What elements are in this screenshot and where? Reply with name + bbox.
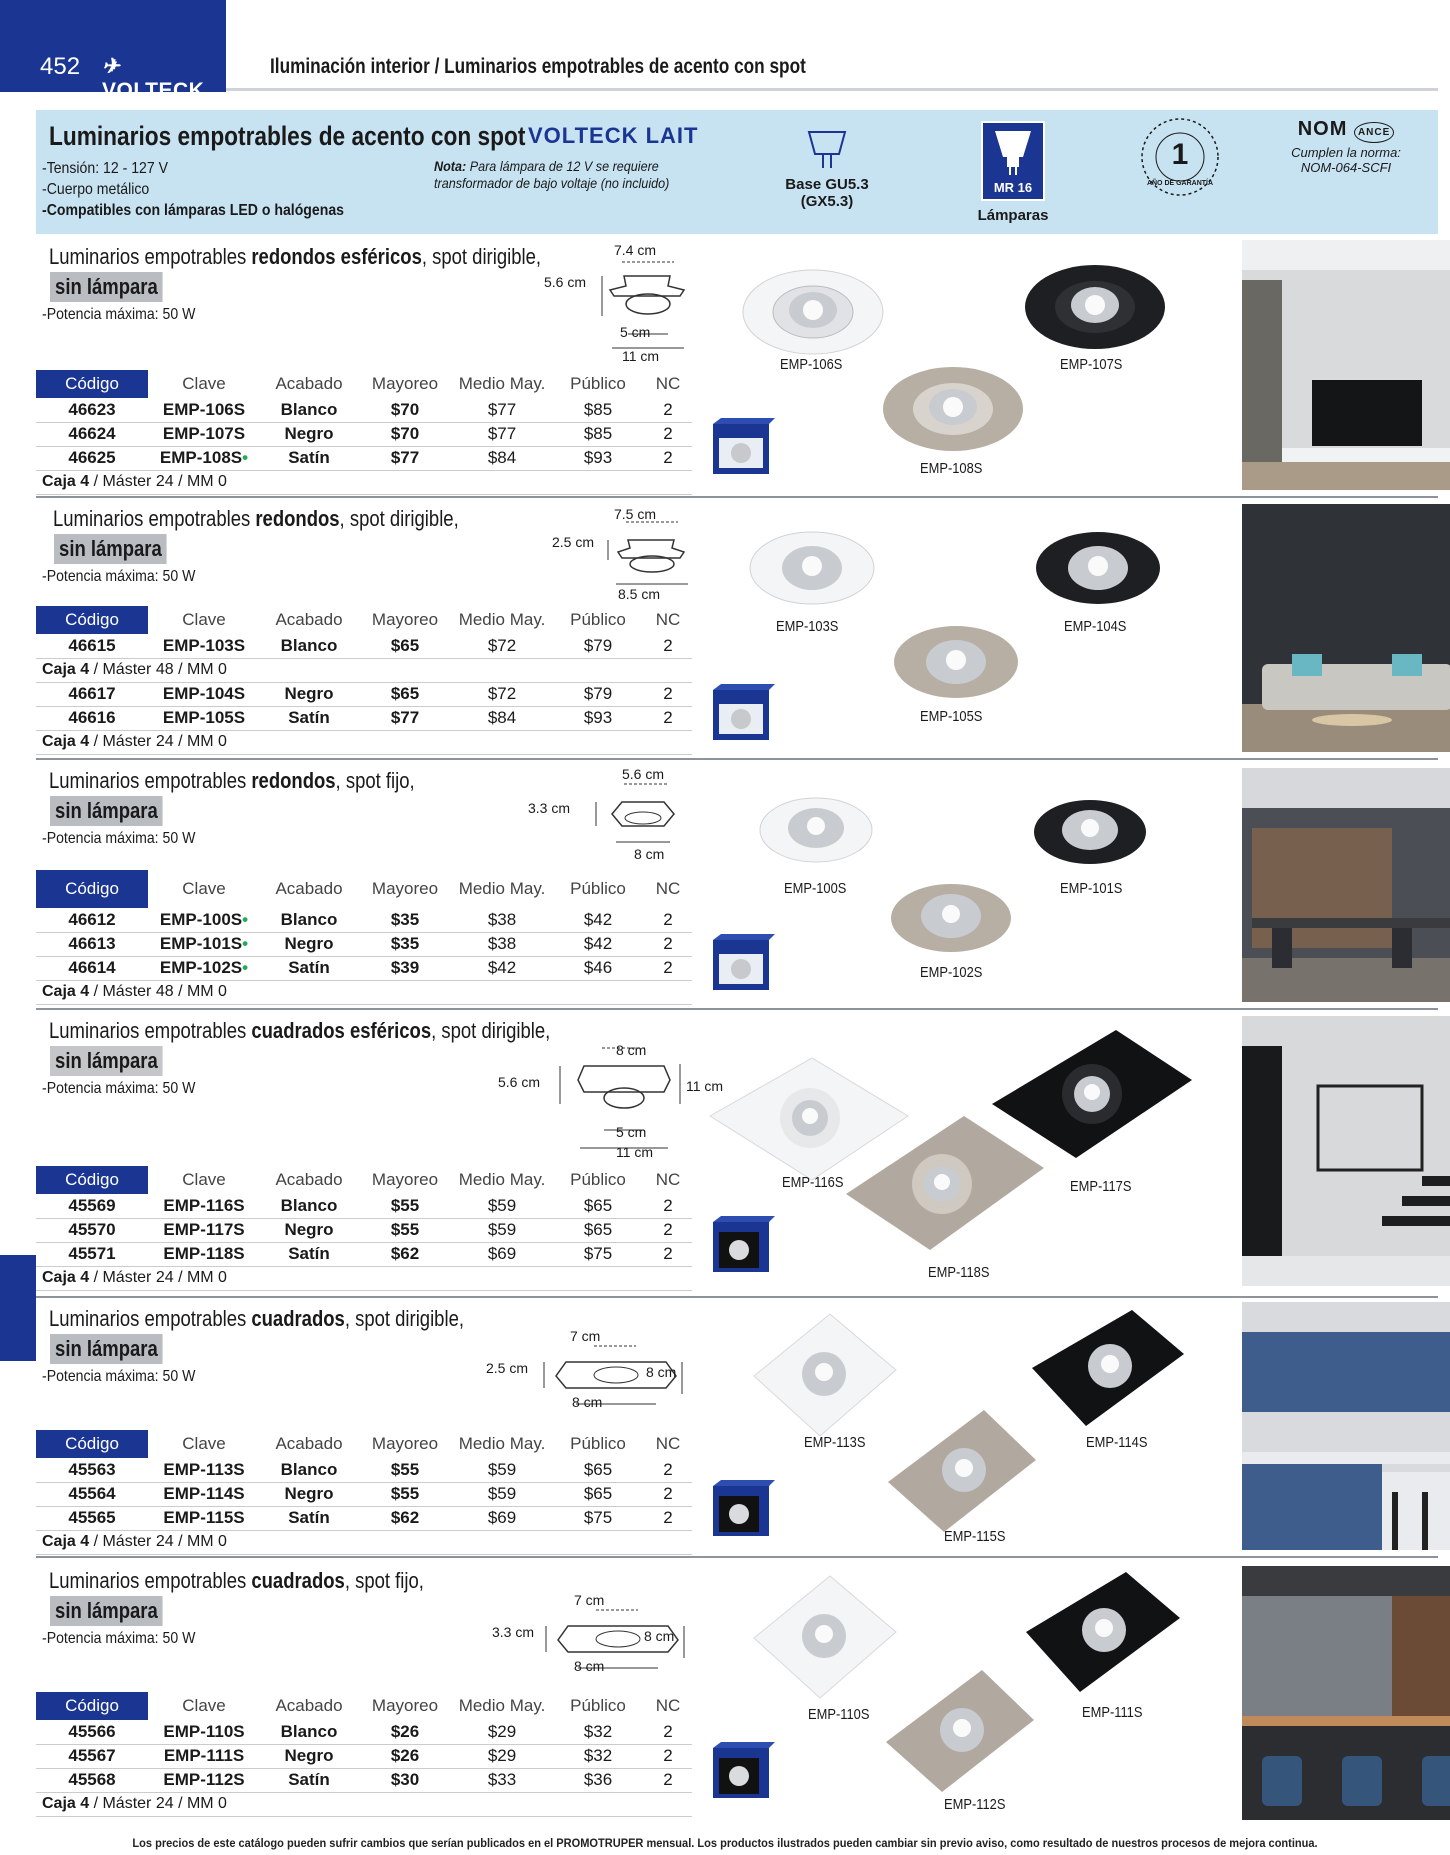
section-title: Luminarios empotrables redondos, spot fijo, [49, 768, 415, 793]
tag-sin-lampara: sin lámpara [50, 1334, 163, 1364]
room-photo-living-tv [1242, 240, 1450, 490]
fixture-black-square-image [1022, 1568, 1184, 1698]
packaging-row: Caja 4 / Máster 24 / MM 0 [36, 1266, 692, 1290]
tag-sin-lampara: sin lámpara [50, 1596, 163, 1626]
fixture-satin-round-image [888, 620, 1024, 704]
lamp-label: Lámparas [977, 207, 1049, 224]
section-square-fixed [36, 1562, 1438, 1830]
fixture-white-round-image [738, 262, 888, 362]
warranty-text: AÑO DE GARANTÍA [1146, 180, 1214, 187]
price-table: Código Clave Acabado Mayoreo Medio May. Público NC 45569 EMP-116S Blanco $55 $59 $65 2 45570 EMP-117S Negro $55 $59 $65 2 45571 EMP-118S Satín $62 $69 $75 2 Caja 4 / Máster 24 / MM 0 [36, 1166, 692, 1291]
dim-label: 8 cm [574, 1658, 605, 1674]
product-box-image [711, 932, 775, 994]
fixture-label: EMP-100S [784, 880, 847, 897]
table-row: 46613 EMP-101S• Negro $35 $38 $42 2 [36, 932, 692, 956]
price-table: Código Clave Acabado Mayoreo Medio May. Público NC 45563 EMP-113S Blanco $55 $59 $65 2 45564 EMP-114S Negro $55 $59 $65 2 45565 EMP-115S Satín $62 $69 $75 2 Caja 4 / Máster 24 / MM 0 [36, 1430, 692, 1555]
table-row: 45564 EMP-114S Negro $55 $59 $65 2 [36, 1482, 692, 1506]
spec-item: -Cuerpo metálico [42, 181, 150, 198]
new-product-dot-icon: • [242, 448, 249, 467]
section-square-spherical [36, 1014, 1438, 1294]
table-row: 46616 EMP-105S Satín $77 $84 $93 2 [36, 706, 692, 730]
section-title: Luminarios empotrables cuadrados, spot fijo, [49, 1568, 424, 1593]
packaging-row: Caja 4 / Máster 48 / MM 0 [36, 658, 692, 682]
packaging-row: Caja 4 / Máster 24 / MM 0 [36, 1530, 692, 1554]
tag-sin-lampara: sin lámpara [50, 1046, 163, 1076]
fixture-label: EMP-116S [782, 1174, 844, 1191]
power-spec: -Potencia máxima: 50 W [42, 830, 196, 847]
section-round-fixed [36, 764, 1438, 1006]
fixture-label: EMP-113S [804, 1434, 866, 1451]
table-row: 45568 EMP-112S Satín $30 $33 $36 2 [36, 1768, 692, 1792]
table-row: 45566 EMP-110S Blanco $26 $29 $32 2 [36, 1720, 692, 1744]
packaging-row: Caja 4 / Máster 24 / MM 0 [36, 470, 692, 494]
fixture-label: EMP-108S [920, 460, 983, 477]
dim-label: 8.5 cm [618, 586, 661, 602]
col-header: Código [36, 370, 148, 398]
fixture-white-square-image [750, 1310, 900, 1440]
warranty-seal [1139, 116, 1221, 198]
dim-label: 8 cm [646, 1364, 677, 1380]
banner-title: Luminarios empotrables de acento con spot [49, 121, 526, 151]
mr16-badge-text: MR 16 [993, 180, 1033, 195]
fixture-black-square-image [1028, 1306, 1188, 1432]
fixture-satin-square-image [882, 1666, 1038, 1796]
room-photo-kitchen [1242, 1302, 1450, 1550]
dim-label: 5.6 cm [622, 766, 665, 782]
fixture-label: EMP-107S [1060, 356, 1123, 373]
section-title: Luminarios empotrables redondos, spot dirigible, [53, 506, 459, 531]
dimension-diagram [536, 1342, 686, 1422]
packaging-row: Caja 4 / Máster 24 / MM 0 [36, 1792, 692, 1816]
tag-sin-lampara: sin lámpara [50, 796, 163, 826]
section-round-spherical [36, 240, 1438, 494]
base-info [772, 128, 882, 210]
col-header: Acabado [275, 374, 343, 393]
fixture-label: EMP-111S [1082, 1704, 1143, 1721]
dim-label: 5 cm [616, 1124, 647, 1140]
gu53-base-icon [805, 128, 849, 172]
new-product-dot-icon: • [242, 909, 249, 929]
tag-sin-lampara: sin lámpara [50, 272, 163, 302]
fixture-label: EMP-114S [1086, 1434, 1148, 1451]
product-box-image [711, 416, 775, 478]
table-row: 45571 EMP-118S Satín $62 $69 $75 2 [36, 1242, 692, 1266]
power-spec: -Potencia máxima: 50 W [42, 1630, 196, 1647]
table-row: 46623 EMP-106S Blanco $70 $77 $85 2 [36, 398, 692, 422]
dim-label: 7 cm [570, 1328, 601, 1344]
section-square [36, 1302, 1438, 1554]
dim-label: 3.3 cm [492, 1624, 535, 1640]
fixture-label: EMP-118S [928, 1264, 990, 1281]
table-row: 46615 EMP-103S Blanco $65 $72 $79 2 [36, 634, 692, 658]
section-divider [36, 1296, 1438, 1298]
section-title: Luminarios empotrables redondos esféricos, spot dirigible, [49, 244, 542, 269]
spec-list [42, 158, 344, 221]
lamp-type-info [968, 121, 1058, 224]
section-round [36, 502, 1438, 756]
warranty-number: 1 [1171, 138, 1189, 171]
fixture-label: EMP-103S [776, 618, 839, 635]
col-header: Mayoreo [371, 374, 439, 393]
section-divider [36, 1556, 1438, 1558]
table-row: 46612 EMP-100S• Blanco $35 $38 $42 2 [36, 908, 692, 932]
volteck-logo-icon: ✈ [102, 55, 121, 78]
fixture-black-round-image [1028, 794, 1152, 870]
power-spec: -Potencia máxima: 50 W [42, 1080, 196, 1097]
fixture-label: EMP-105S [920, 708, 983, 725]
breadcrumb: Iluminación interior / Luminarios empotrables de acento con spot [270, 55, 806, 78]
tag-sin-lampara: sin lámpara [54, 534, 167, 564]
fixture-satin-square-image [840, 1110, 1050, 1256]
table-row: 46617 EMP-104S Negro $65 $72 $79 2 [36, 682, 692, 706]
base-label-2: (GX5.3) [800, 193, 854, 210]
fixture-satin-round-image [886, 878, 1016, 958]
col-header: NC [655, 374, 681, 393]
fixture-label: EMP-102S [920, 964, 983, 981]
table-row: 46625 EMP-108S• Satín $77 $84 $93 2 [36, 446, 692, 470]
dim-label: 11 cm [686, 1078, 724, 1094]
dim-label: 2.5 cm [486, 1360, 529, 1376]
header-divider [226, 88, 1438, 91]
price-table: Código Clave Acabado Mayoreo Medio May. Público NC 46612 EMP-100S• Blanco $35 $38 $42 2 46613 EMP-101S• Negro $35 $38 $42 2 46614 EMP-102S• Satín $39 $42 $46 2 Caja 4 / Máster 48 / MM 0 [36, 870, 692, 1005]
price-table: Código Clave Acabado Mayoreo Medio May. Público NC 45566 EMP-110S Blanco $26 $29 $32 2 45567 EMP-111S Negro $26 $29 $32 2 45568 EMP-112S Satín $30 $33 $36 2 Caja 4 / Máster 24 / MM 0 [36, 1692, 692, 1817]
product-box-image [711, 682, 775, 744]
fixture-white-round-image [754, 792, 878, 868]
banner-brand-line: VOLTECK LAIT [528, 123, 699, 148]
nom-compliance [1276, 118, 1416, 175]
section-title: Luminarios empotrables cuadrados, spot dirigible, [49, 1306, 464, 1331]
product-box-image [711, 1478, 775, 1540]
room-photo-dining [1242, 768, 1450, 1002]
fixture-label: EMP-110S [808, 1706, 870, 1723]
table-row: 45563 EMP-113S Blanco $55 $59 $65 2 [36, 1458, 692, 1482]
new-product-dot-icon: • [242, 958, 249, 977]
dim-label: 11 cm [616, 1144, 654, 1160]
dimension-diagram [538, 1606, 688, 1686]
fixture-label: EMP-106S [780, 356, 843, 373]
dim-label: 7 cm [574, 1592, 605, 1608]
fixture-label: EMP-104S [1064, 618, 1127, 635]
fixture-black-round-image [1020, 260, 1170, 354]
dim-label: 11 cm [622, 348, 660, 364]
table-row: 46614 EMP-102S• Satín $39 $42 $46 2 [36, 956, 692, 980]
table-row: 46624 EMP-107S Negro $70 $77 $85 2 [36, 422, 692, 446]
dim-label: 5 cm [620, 324, 651, 340]
room-photo-living-sofa [1242, 504, 1450, 752]
nom-logo [1276, 118, 1416, 141]
col-header: Medio May. [458, 374, 546, 393]
note-label: Nota: [434, 158, 467, 174]
dim-label: 5.6 cm [498, 1074, 541, 1090]
power-spec: -Potencia máxima: 50 W [42, 306, 196, 323]
nom-logo-text: NOM [1297, 118, 1348, 140]
page-number: 452 [40, 53, 81, 80]
fixture-label: EMP-112S [944, 1796, 1006, 1813]
power-spec: -Potencia máxima: 50 W [42, 1368, 196, 1385]
section-title: Luminarios empotrables cuadrados esféricos, spot dirigible, [49, 1018, 551, 1043]
section-divider [36, 758, 1438, 760]
fixture-label: EMP-101S [1060, 880, 1123, 897]
category-banner [36, 110, 1438, 234]
section-divider [36, 496, 1438, 498]
fixture-label: EMP-115S [944, 1528, 1006, 1545]
dim-label: 8 cm [616, 1042, 647, 1058]
dim-label: 7.5 cm [614, 506, 657, 522]
table-row: 45569 EMP-116S Blanco $55 $59 $65 2 [36, 1194, 692, 1218]
dimension-diagram [594, 256, 714, 352]
dim-label: 8 cm [634, 846, 665, 862]
fixture-white-square-image [750, 1572, 900, 1702]
dim-label: 8 cm [644, 1628, 675, 1644]
fixture-label: EMP-117S [1070, 1178, 1132, 1195]
fixture-satin-square-image [884, 1406, 1040, 1536]
footer-disclaimer: Los precios de este catálogo pueden sufrir cambios que serían publicados en el PROMOTRUPER mensual. Los productos ilustrados pueden cambiar sin previo aviso, como resultado de nuestros procesos de mejora continua. [132, 1836, 1318, 1850]
table-row: 45570 EMP-117S Negro $55 $59 $65 2 [36, 1218, 692, 1242]
packaging-row: Caja 4 / Máster 24 / MM 0 [36, 730, 692, 754]
fixture-white-round-image [744, 526, 880, 610]
dim-label: 7.4 cm [614, 242, 657, 258]
header-brand-block [0, 0, 226, 102]
note-text: Para lámpara de 12 V se requiere [469, 158, 659, 174]
fixture-black-round-image [1030, 526, 1166, 610]
banner-note [434, 158, 669, 192]
spec-item: -Tensión: 12 - 127 V [42, 160, 169, 177]
ance-logo: ANCE [1354, 122, 1394, 143]
note-text-2: transformador de bajo voltaje (no incluido) [434, 175, 670, 191]
product-box-image [711, 1214, 775, 1276]
room-photo-stairs [1242, 1016, 1450, 1286]
mr16-lamp-icon [981, 121, 1045, 201]
packaging-row: Caja 4 / Máster 48 / MM 0 [36, 980, 692, 1004]
side-tab [0, 1255, 36, 1361]
price-table [36, 370, 692, 495]
fixture-satin-round-image [878, 362, 1028, 456]
col-header: Público [570, 374, 626, 393]
dim-label: 8 cm [572, 1394, 603, 1410]
brand-name: VOLTECK [102, 79, 205, 102]
col-header: Clave [182, 374, 226, 393]
dim-label: 5.6 cm [544, 274, 587, 290]
dim-label: 3.3 cm [528, 800, 571, 816]
nom-text: Cumplen la norma: NOM-064-SCFI [1291, 145, 1401, 175]
brand-logo [102, 54, 226, 103]
product-box-image [711, 1740, 775, 1802]
base-label-1: Base GU5.3 [785, 176, 869, 193]
power-spec: -Potencia máxima: 50 W [42, 568, 196, 585]
table-row: 45567 EMP-111S Negro $26 $29 $32 2 [36, 1744, 692, 1768]
new-product-dot-icon: • [242, 934, 249, 953]
table-row: 45565 EMP-115S Satín $62 $69 $75 2 [36, 1506, 692, 1530]
spec-item: -Compatibles con lámparas LED o halógenas [42, 202, 345, 219]
dim-label: 2.5 cm [552, 534, 595, 550]
room-photo-restaurant [1242, 1566, 1450, 1820]
section-divider [36, 1008, 1438, 1010]
price-table: Código Clave Acabado Mayoreo Medio May. Público NC 46615 EMP-103S Blanco $65 $72 $79 2 Caja 4 / Máster 48 / MM 0 46617 EMP-104S Negro $65 $72 $79 2 46616 EMP-105S Satín $77 $84 $93 2 Caja 4 / Máster 24 / MM 0 [36, 606, 692, 755]
